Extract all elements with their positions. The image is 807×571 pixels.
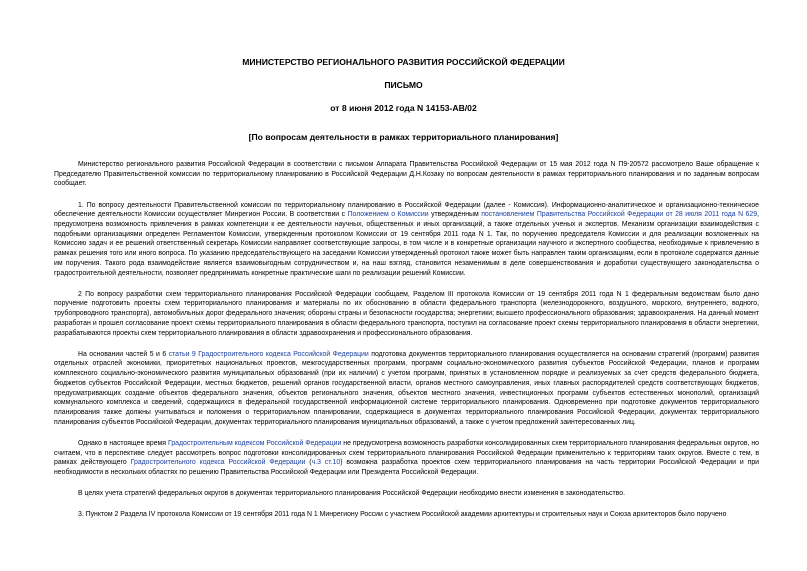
link-commission-regulation[interactable]: Положением о Комиссии [347, 211, 429, 219]
link-town-planning-code[interactable]: Градостроительным кодексом Российской Федерации [167, 439, 342, 447]
link-government-resolution-629[interactable]: постановлением Правительства Российской Федерации от 28 июля 2011 года N 629 [481, 211, 758, 219]
paragraph-4-text: ( [305, 459, 312, 467]
paragraph-4-text: Однако в настоящее время [78, 439, 168, 447]
paragraph-4-text: ) возможна разработка проектов схем территориального планирования на часть территории Российской Федерации и при необходимости в нескольких областях по решению Правительства Российской Федерации или Президента Российской Федерации. [54, 459, 760, 476]
paragraph-1-text: , предусмотрена возможность привлечения в рамках компетенции к ее деятельности научных, общественных и иных организаций, а также отдельных ученых и экспертов. Механизм организации взаимодействия с подобными организациями определен Регламентом Комиссии, утвержденным протоколом Комиссии от 19 сентября 2011 года N 1. Так, по поручению председателя Комиссии и для реализации возложенных на Комиссию задач и ее решений ответственный секретарь Комиссии направляет соответствующие запросы, в том числе и в конкретные организации научного и экспертного сообщества, необходимые к привлечению в рамках решения того или иного вопроса. По указанию председательствующего на заседании Комиссии утвержденный протокол также может быть направлен таким организациям, если в протоколе содержатся данные им поручения. Такого рода взаимодействие является взаимовыгодным сотрудничеством и, на наш взгляд, становится незаменимым в деле совершенствования и доработки существующего законодательства о градостроительной деятельности, позволяет предпринимать конкретные практические шаги по реализации решений Комиссии. [54, 211, 759, 277]
document-subject: [По вопросам деятельности в рамках территориального планирования] [248, 132, 559, 142]
paragraph-5: В целях учета стратегий федеральных округов в документах территориального планирования Российской Федерации необходимо внести изменения в законодательство. [78, 490, 625, 498]
paragraph-3 [54, 350, 759, 428]
link-town-planning-code-2[interactable]: Градостроительного кодекса Российской Федерации [130, 459, 306, 467]
link-article-9-town-planning-code[interactable]: статьи 9 Градостроительного кодекса Российской Федерации [168, 350, 369, 358]
paragraph-1-text: 1. По вопросу деятельности Правительственной комиссии по территориальному планированию в Российской Федерации (далее - Комиссия). Информационно-аналитическое и организационно-техническое обеспечение деятельности Комиссии осуществляет Минрегион России. В соответствии с [54, 201, 759, 219]
paragraph-4-text: не предусмотрена возможность разработки консолидированных схем территориального планирования федеральных округов, но считаем, что в перспективе следует рассмотреть вопрос подготовки консолидированных схем территориального планирования Российской Федерации применительно к территориям таких округов. Вместе с тем, в рамках действующего [54, 439, 759, 467]
paragraph-2: 2 По вопросу разработки схем территориального планирования Российской Федерации сообщаем, Разделом III протокола Комиссии от 19 сентября 2011 года N 1 федеральным ведомствам было дано поручение подготовить проекты схем территориального планирования и материалы по их обоснованию в области федерального транспорта (железнодорожного, воздушного, морского, внутреннего, водного, трубопроводного транспорта), автомобильных дорог федерального значения; обороны страны и безопасности государства; энергетики; высшего профессионального образования; здравоохранения. На данный момент разработан и прошел согласование проект схемы территориального планирования в области федерального транспорта, поступил на согласование проект схемы территориального планирования в области энергетики, разрабатываются проекты схем территориального планирования в области здравоохранения и профессионального образования. [54, 290, 759, 337]
paragraph-3-text: подготовка документов территориального планирования осуществляется на основании стратегий (программ) развития отдельных отраслей экономики, приоритетных национальных проектов, межгосударственных программ, программ социально-экономического развития субъектов Российской Федерации, планов и программ комплексного социально-экономического развития муниципальных образований (при их наличии) с учетом программ, принятых в установленном порядке и реализуемых за счет средств федерального бюджета, бюджетов субъектов Российской Федерации, местных бюджетов, решений органов государственной власти, органов местного самоуправления, иных главных распорядителей средств соответствующих бюджетов, предусматривающих создание объектов федерального значения, объектов регионального значения, объектов местного значения, инвестиционных программ субъектов естественных монополий, организаций коммунального комплекса и сведений, содержащихся в федеральной государственной информационной системе территориального планирования. Одновременно при подготовке документов территориального планирования также должны учитываться и положения о территориальном планировании, содержащиеся в документах территориального планирования Российской Федерации, документах территориального планирования субъектов Российской Федерации, документах территориального планирования муниципальных образований, а также с учетом предложений заинтересованных лиц. [54, 350, 759, 426]
ministry-heading: МИНИСТЕРСТВО РЕГИОНАЛЬНОГО РАЗВИТИЯ РОССИЙСКОЙ ФЕДЕРАЦИИ [242, 57, 565, 67]
document-type: ПИСЬМО [384, 80, 423, 90]
paragraph-6: 3. Пунктом 2 Раздела IV протокола Комиссии от 19 сентября 2011 года N 1 Минрегиону России с участием Российской академии архитектуры и строительных наук и Союза архитекторов было поручено [78, 511, 727, 519]
paragraph-3-text: На основании частей 5 и 6 [78, 350, 169, 358]
paragraph-4 [54, 439, 759, 478]
link-part-3-article-10[interactable]: ч.3 ст.10 [311, 459, 341, 467]
paragraph-intro: Министерство регионального развития Российской Федерации в соответствии с письмом Аппарата Правительства Российской Федерации от 15 мая 2012 года N П9-20572 рассмотрело Ваше обращение к Председателю Правительственной комиссии по территориальному планированию в Российской Федерации Д.Н.Козаку по вопросам деятельности в рамках территориального планирования и по заданным вопросам сообщает. [54, 161, 759, 188]
paragraph-1-text: утвержденным [428, 211, 482, 219]
document-date-number: от 8 июня 2012 года N 14153-АВ/02 [330, 103, 477, 113]
document-body [54, 160, 759, 532]
paragraph-1 [54, 201, 759, 279]
